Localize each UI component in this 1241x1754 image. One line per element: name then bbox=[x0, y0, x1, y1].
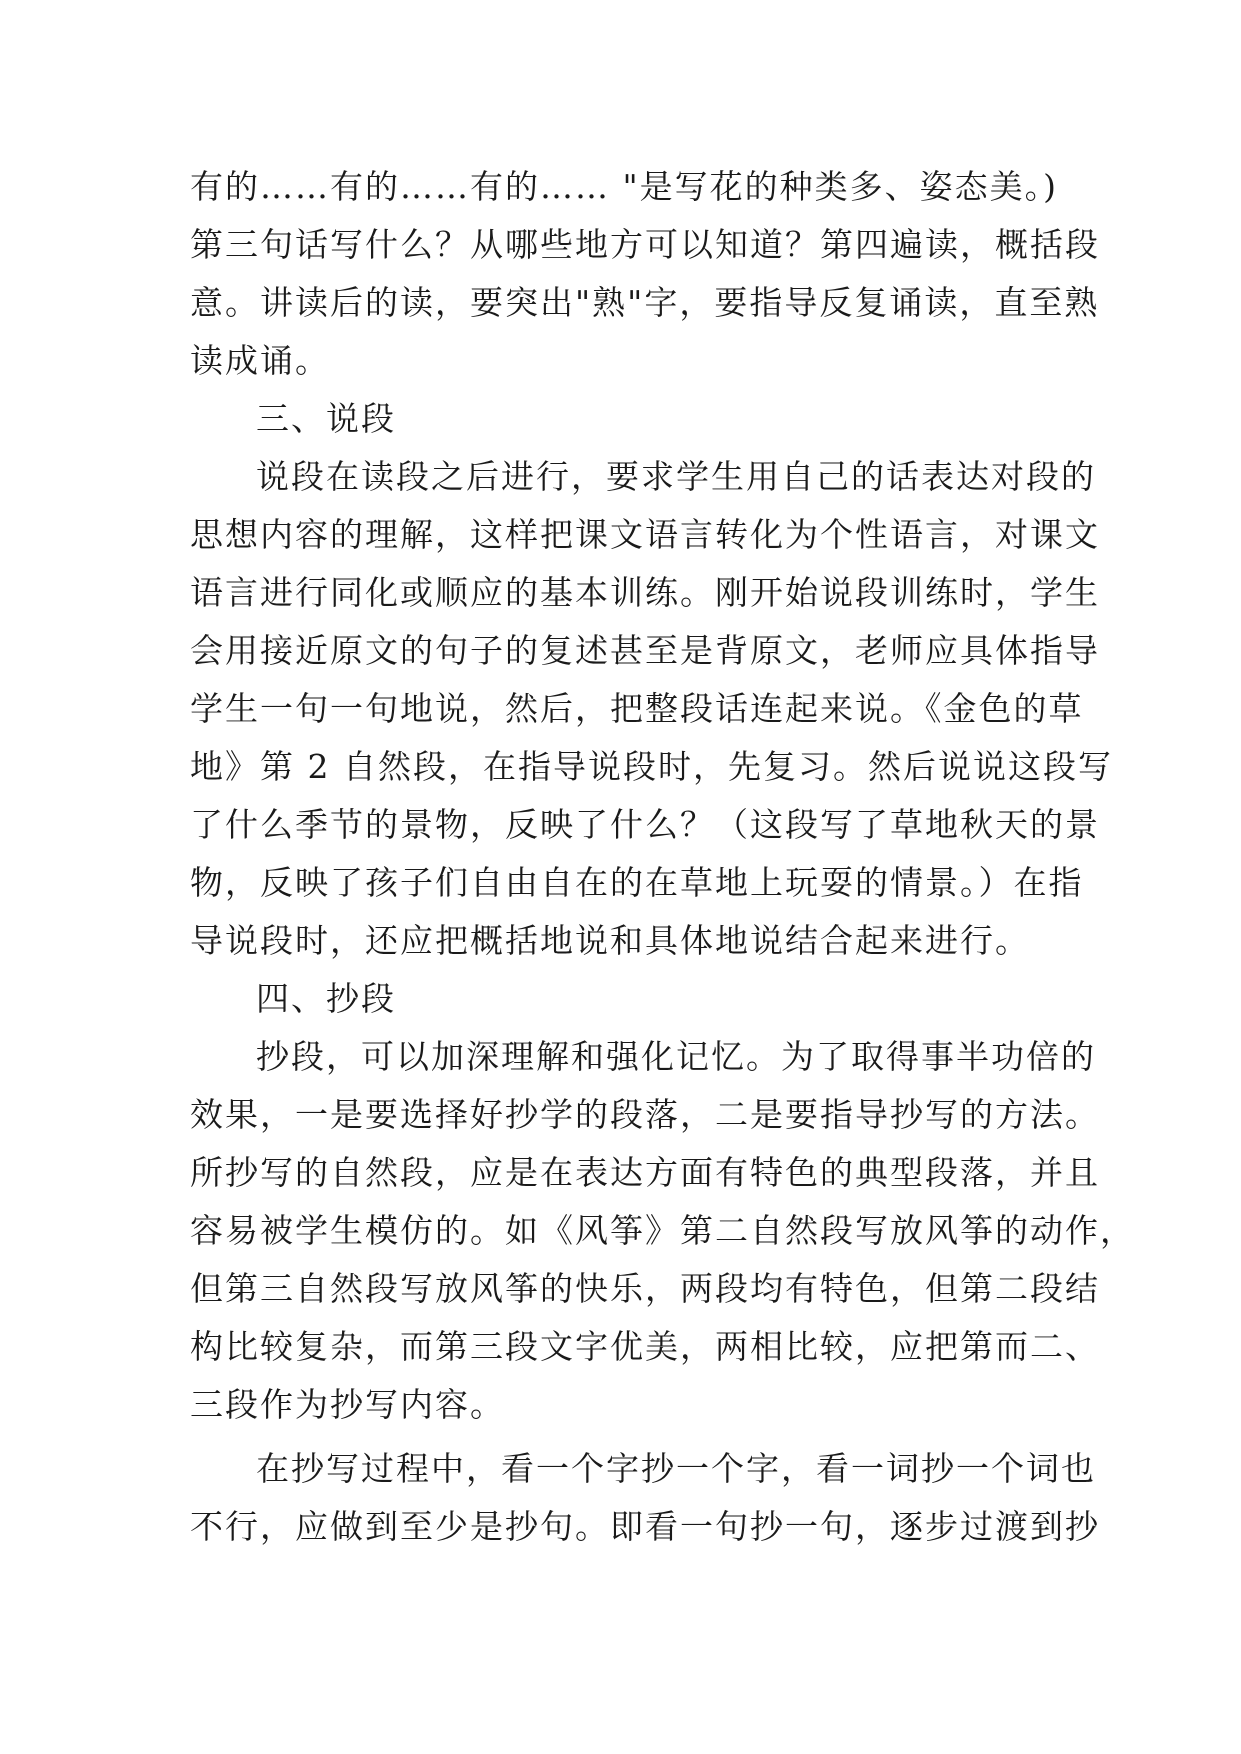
text-line: 读成诵。 bbox=[190, 341, 330, 380]
document-body bbox=[190, 158, 1135, 1556]
text-line: 了什么季节的景物，反映了什么？（这段写了草地秋天的景 bbox=[190, 805, 1100, 844]
text-line: 有的……有的……有的…… "是写花的种类多、姿态美。) bbox=[190, 167, 1059, 206]
text-line: 所抄写的自然段，应是在表达方面有特色的典型段落，并且 bbox=[190, 1153, 1100, 1192]
text-line: 在抄写过程中，看一个字抄一个字，看一词抄一个词也 bbox=[256, 1449, 1096, 1488]
text-line: 意。讲读后的读，要突出"熟"字，要指导反复诵读，直至熟 bbox=[190, 283, 1100, 322]
text-line: 构比较复杂，而第三段文字优美，两相比较，应把第而二、 bbox=[190, 1327, 1100, 1366]
text-line: 效果，一是要选择好抄学的段落，二是要指导抄写的方法。 bbox=[190, 1095, 1100, 1134]
text-line: 地》第 2 自然段，在指导说段时，先复习。然后说说这段写 bbox=[190, 747, 1113, 786]
text-line: 导说段时，还应把概括地说和具体地说结合起来进行。 bbox=[190, 921, 1030, 960]
text-line: 三段作为抄写内容。 bbox=[190, 1385, 505, 1424]
text-line: 会用接近原文的句子的复述甚至是背原文，老师应具体指导 bbox=[190, 631, 1100, 670]
text-line: 但第三自然段写放风筝的快乐，两段均有特色，但第二段结 bbox=[190, 1269, 1100, 1308]
text-line: 第三句话写什么？从哪些地方可以知道？第四遍读，概括段 bbox=[190, 225, 1100, 264]
text-line: 抄段，可以加深理解和强化记忆。为了取得事半功倍的 bbox=[256, 1037, 1096, 1076]
text-line: 思想内容的理解，这样把课文语言转化为个性语言，对课文 bbox=[190, 515, 1100, 554]
text-line: 物，反映了孩子们自由自在的在草地上玩耍的情景。）在指 bbox=[190, 863, 1084, 902]
text-line: 不行，应做到至少是抄句。即看一句抄一句，逐步过渡到抄 bbox=[190, 1507, 1100, 1546]
section-heading-copy: 四、抄段 bbox=[256, 979, 396, 1018]
text-line: 容易被学生模仿的。如《风筝》第二自然段写放风筝的动作， bbox=[190, 1211, 1135, 1250]
text-line: 语言进行同化或顺应的基本训练。刚开始说段训练时，学生 bbox=[190, 573, 1100, 612]
section-heading-speak: 三、说段 bbox=[256, 399, 396, 438]
text-line: 学生一句一句地说，然后，把整段话连起来说。《金色的草 bbox=[190, 689, 1084, 728]
text-line: 说段在读段之后进行，要求学生用自己的话表达对段的 bbox=[256, 457, 1096, 496]
